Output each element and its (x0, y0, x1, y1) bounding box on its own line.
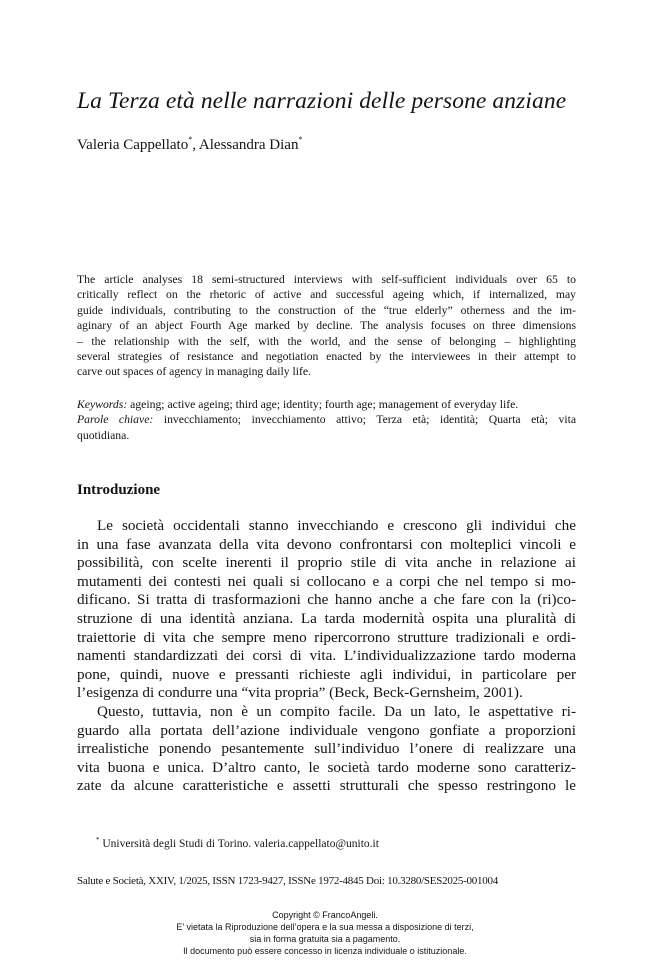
keywords-line (77, 397, 576, 412)
paragraph-line: dificano. Si tratta di trasformazioni che hanno anche a che fare con la (ri)co- (77, 591, 576, 609)
journal-citation: Salute e Società, XXIV, 1/2025, ISSN 1723-9427, ISSNe 1972-4845 Doi: 10.3280/SES2025-001004 (77, 875, 499, 887)
author-name: Alessandra Dian (198, 137, 299, 153)
paragraph-line: l’esigenza di condurre una “vita propria” (Beck, Beck-Gernsheim, 2001). (77, 684, 523, 702)
author-name: Valeria Cappellato (77, 137, 189, 153)
abstract-line: The article analyses 18 semi-structured interviews with self-sufficient individuals over 65 to (77, 273, 576, 286)
paragraph-line: vita buona e unica. D’altro canto, le società tardo moderne sono caratteriz- (77, 758, 576, 776)
footnote-mark: * (96, 836, 100, 844)
affiliation-mark: * (188, 135, 193, 144)
paragraph-line: guardo alla portata dell’azione individuale vengono gonfiate a proporzioni (77, 721, 576, 739)
copyright-line: Il documento può essere concesso in licenza individuale o istituzionale. (183, 946, 467, 956)
keywords-it-line: quotidiana. (77, 428, 130, 442)
footnote-text: Università degli Studi di Torino. valeria.cappellato@unito.it (99, 838, 379, 850)
keywords-it-text: invecchiamento; invecchiamento attivo; Terza età; identità; Quarta età; vita (153, 413, 577, 427)
abstract (77, 272, 576, 380)
affiliation-mark: * (298, 135, 303, 144)
keywords-block (77, 397, 576, 443)
copyright-line: E’ vietata la Riproduzione dell’opera e la sua messa a disposizione di terzi, (176, 922, 474, 932)
paragraph-line: namenti standardizzati dei corsi di vita. L’individualizzazione tardo moderna (77, 647, 576, 665)
copyright-line: sia in forma gratuita sia a pagamento. (249, 934, 401, 944)
keywords-text: ageing; active ageing; third age; identity; fourth age; management of everyday life. (127, 398, 519, 411)
section-heading: Introduzione (77, 482, 161, 498)
paragraph-line: zate da alcune caratteristiche e assetti strutturali che spesso restringono le (77, 777, 576, 795)
author-separator: , (192, 137, 199, 153)
footnote (96, 838, 379, 850)
keywords-label: Keywords: (77, 398, 128, 411)
paragraph (77, 517, 576, 796)
abstract-line: carve out spaces of agency in managing daily life. (77, 365, 311, 379)
author-line (77, 137, 302, 154)
paragraph-line: possibilità, con scelte inerenti il proprio stile di vita anche in relazione ai (77, 554, 576, 572)
paragraph-line: struzione di una identità anziana. La tarda modernità ospita una pluralità di (77, 609, 576, 627)
paragraph-line: pone, quindi, nuove e pressanti richieste agli individui, in particolare per (77, 665, 576, 683)
copyright-notice (0, 909, 650, 957)
copyright-line: Copyright © FrancoAngeli. (272, 910, 378, 920)
abstract-line: aginary of an abject Fourth Age marked by decline. The analysis focuses on three dimensions (77, 319, 576, 333)
abstract-line: guide individuals, contributing to the construction of the “true elderly” otherness and the im- (77, 303, 576, 317)
paragraph-line: in una fase avanzata della vita devono confrontarsi con molteplici vincoli e (77, 535, 576, 553)
abstract-line: – the relationship with the self, with the world, and the sense of belonging – highlighting (77, 334, 576, 348)
paragraph-line: irrealistiche ponendo pesantemente sull’individuo l’onere di realizzare una (77, 740, 576, 758)
abstract-line: critically reflect on the rhetoric of active and successful ageing which, if internalized, may (77, 288, 576, 302)
paragraph-line: Questo, tuttavia, non è un compito facile. Da un lato, le aspettative ri- (97, 702, 576, 720)
paragraph-line: mutamenti dei contesti nei quali si collocano e a corpi che nel tempo si mo- (77, 572, 576, 590)
paragraph-line: traiettorie di vita che sempre meno ripercorrono strutture tradizionali e ordi- (77, 628, 576, 646)
paragraph-line: Le società occidentali stanno invecchiando e crescono gli individui che (97, 517, 576, 534)
keywords-it-line (77, 412, 576, 427)
article-title: La Terza età nelle narrazioni delle persone anziane (77, 88, 567, 114)
keywords-it-label: Parole chiave: (77, 413, 154, 427)
abstract-line: several strategies of resistance and negotiation enacted by the interviewees in their attempt to (77, 350, 576, 364)
